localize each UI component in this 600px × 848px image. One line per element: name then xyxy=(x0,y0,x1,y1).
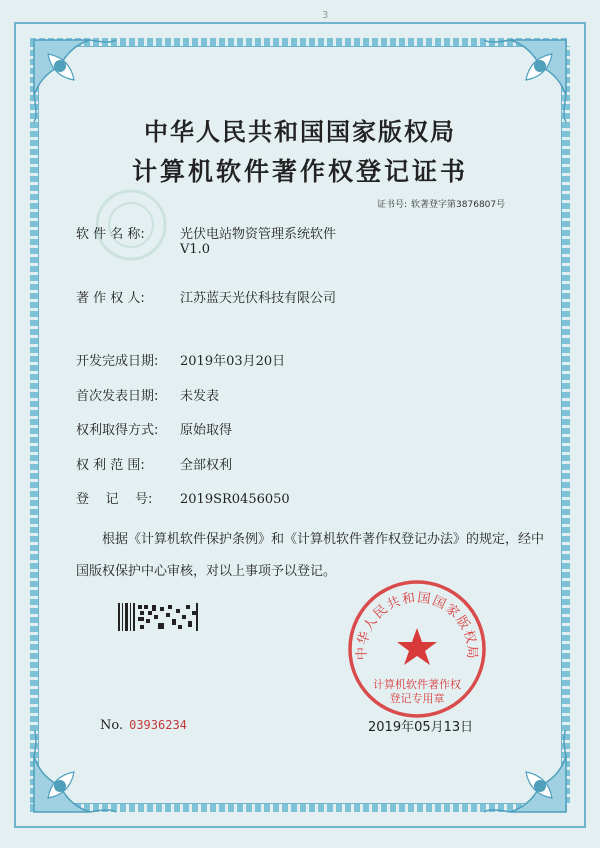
serial-number xyxy=(100,718,187,733)
acquisition-row xyxy=(76,419,232,438)
completion-date-value: 2019年03月20日 xyxy=(180,354,286,369)
certificate-number-label: 证书号: xyxy=(377,200,408,210)
acquisition-value: 原始取得 xyxy=(180,423,233,438)
official-seal xyxy=(346,578,488,720)
corner-ornament-bottom-left xyxy=(30,724,122,816)
scope-value: 全部权利 xyxy=(180,458,233,473)
certificate-number-value: 软著登字第3876807号 xyxy=(411,200,506,210)
first-publish-value: 未发表 xyxy=(180,389,220,404)
registration-row xyxy=(76,488,290,507)
software-name-label: 软 件 名 称: xyxy=(76,227,145,242)
seal-line1: 计算机软件著作权 xyxy=(373,678,461,691)
serial-label: No. xyxy=(100,718,124,733)
software-version: V1.0 xyxy=(180,242,211,257)
seal-ring-text: 中华人民共和国国家版权局 xyxy=(354,590,480,661)
software-name-row xyxy=(76,223,336,242)
seal-star-icon xyxy=(397,628,437,665)
barcode-icon xyxy=(118,603,200,631)
completion-date-label: 开发完成日期: xyxy=(76,354,159,369)
completion-date-row xyxy=(76,350,285,369)
issuer-title: 中华人民共和国国家版权局 xyxy=(144,118,456,146)
software-name-value: 光伏电站物资管理系统软件 xyxy=(180,227,337,242)
first-publish-row xyxy=(76,385,219,404)
first-publish-label: 首次发表日期: xyxy=(76,389,159,404)
copyright-holder-row xyxy=(76,287,336,306)
registration-value: 2019SR0456050 xyxy=(180,492,290,507)
scope-label: 权 利 范 围: xyxy=(76,458,145,473)
certificate-number xyxy=(373,197,505,210)
copyright-holder-value: 江苏蓝天光伏科技有限公司 xyxy=(180,291,337,306)
scope-row xyxy=(76,454,232,473)
serial-value: 03936234 xyxy=(129,718,187,732)
certificate-title: 计算机软件著作权登记证书 xyxy=(131,157,468,186)
top-handwritten-mark: 3 xyxy=(322,10,329,21)
legal-statement: 根据《计算机软件保护条例》和《计算机软件著作权登记办法》的规定，经中国版权保护中心审核，对以上事项予以登记。 xyxy=(76,532,545,579)
copyright-holder-label: 著 作 权 人: xyxy=(76,291,145,306)
seal-line2: 登记专用章 xyxy=(389,692,445,705)
issue-date: 2019年05月13日 xyxy=(368,720,474,735)
registration-label: 登 记 号: xyxy=(76,492,153,507)
acquisition-label: 权利取得方式: xyxy=(76,423,159,438)
corner-ornament-bottom-right xyxy=(478,724,570,816)
